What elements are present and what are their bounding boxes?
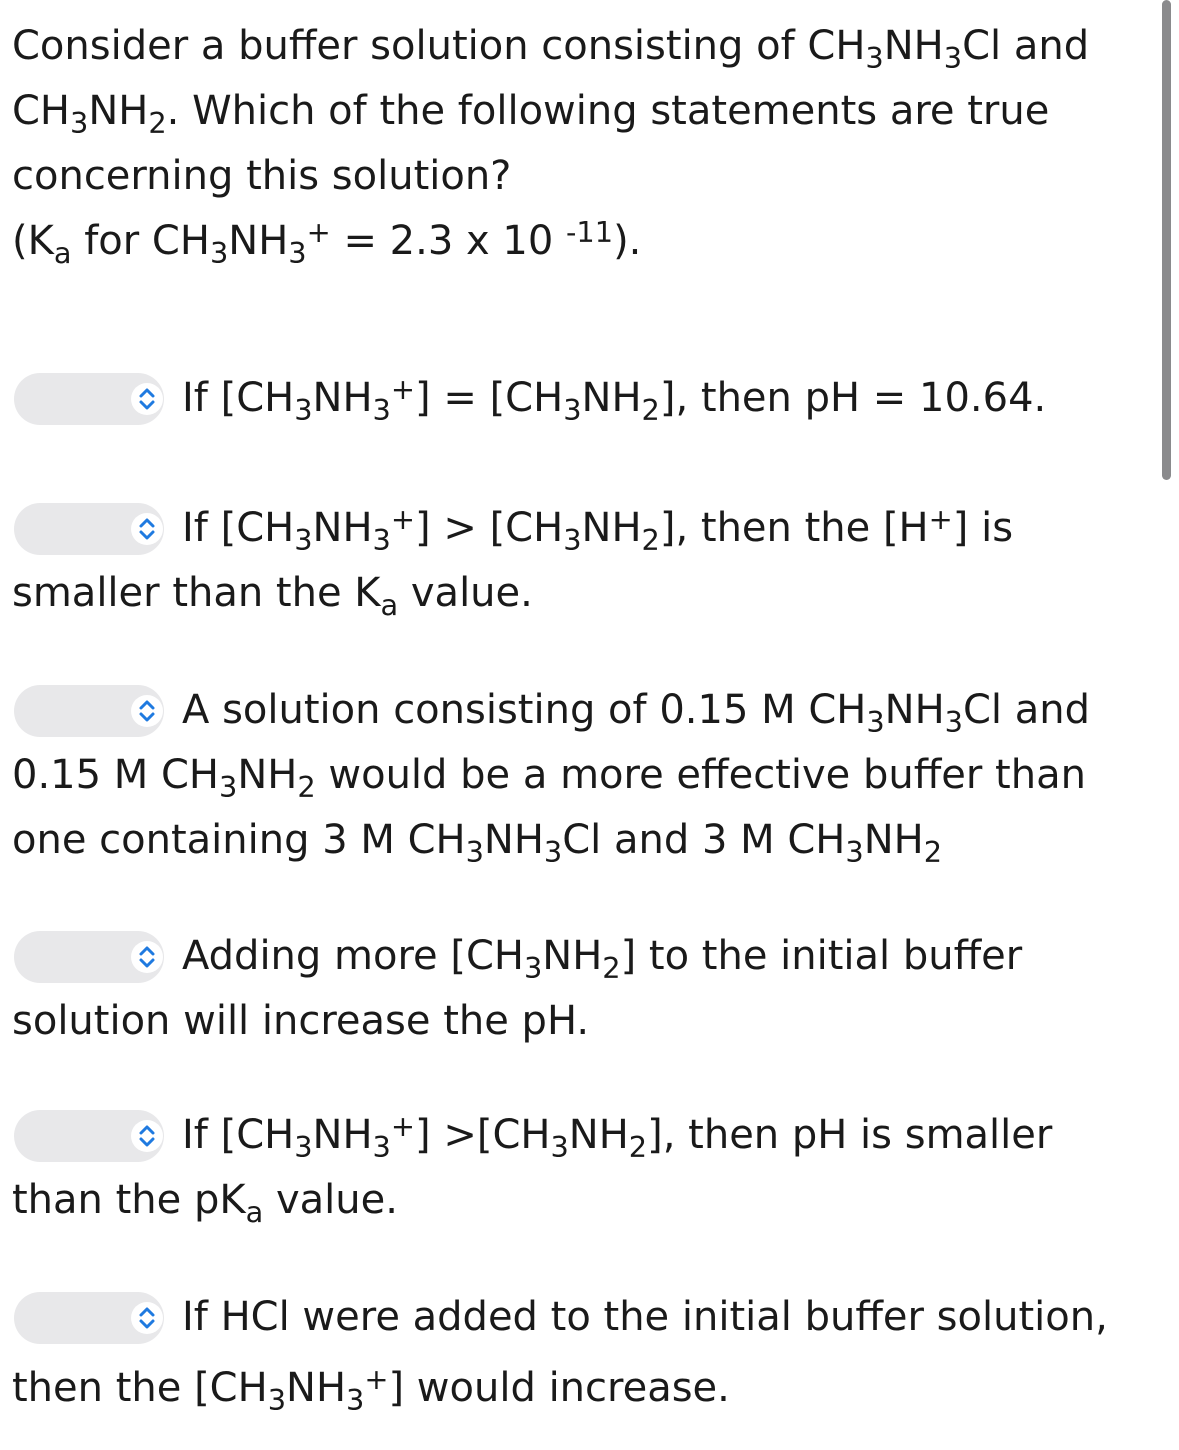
answer-select-3[interactable] — [14, 685, 164, 737]
statement-3-line-1: A solution consisting of 0.15 M $CH_3NH_3Cl$ and — [12, 678, 1142, 743]
answer-select-6[interactable] — [14, 1292, 164, 1344]
statement-2-line-1: If $[CH_3NH_3^+] > [CH_3NH_2]$, then the [H+] is — [12, 496, 1142, 561]
statement-item-1 — [12, 366, 1142, 431]
statement-item-3 — [12, 678, 1142, 873]
updown-chevron-icon — [130, 1119, 164, 1153]
question-line-1: Consider a buffer solution consisting of $CH_3NH_3Cl$ and — [12, 23, 1090, 76]
statement-4-line-2: solution will increase the pH. — [12, 998, 590, 1044]
updown-chevron-icon — [130, 1301, 164, 1335]
question-prompt — [12, 14, 1132, 274]
statement-6-line-2: then the $[CH_3NH_3^+]$ would increase. — [12, 1361, 730, 1418]
statement-3-line-2: 0.15 M $CH_3NH_2$ would be a more effective buffer than — [12, 752, 1086, 805]
updown-chevron-icon — [130, 940, 164, 974]
question-line-3: concerning this solution? — [12, 153, 512, 199]
statement-4-line-1: Adding more $[CH_3NH_2]$ to the initial buffer — [12, 924, 1142, 989]
statement-item-2 — [12, 496, 1142, 626]
statement-2-line-2: smaller than the $K_a$ value. — [12, 570, 533, 623]
vertical-scrollbar[interactable] — [1162, 0, 1171, 480]
statement-6-line-1: If HCl were added to the initial buffer solution, — [12, 1285, 1142, 1350]
answer-select-4[interactable] — [14, 931, 164, 983]
updown-chevron-icon — [130, 694, 164, 728]
answer-select-5[interactable] — [14, 1110, 164, 1162]
statement-5-line-1: If $[CH_3NH_3^+] >[CH_3NH_2]$, then pH is smaller — [12, 1103, 1142, 1168]
answer-select-2[interactable] — [14, 503, 164, 555]
statement-item-4 — [12, 924, 1142, 1054]
answer-select-1[interactable] — [14, 373, 164, 425]
question-line-2: $CH_3NH_2$. Which of the following statements are true — [12, 88, 1050, 141]
statement-item-5 — [12, 1103, 1142, 1233]
updown-chevron-icon — [130, 382, 164, 416]
updown-chevron-icon — [130, 512, 164, 546]
statement-item-6 — [12, 1285, 1142, 1421]
question-ka-line: ($K_a$ for $CH_3NH_3^+ = 2.3$ x 10 $^{-11}$). — [12, 214, 642, 271]
statement-3-line-3: one containing 3 M $CH_3NH_3Cl$ and 3 M $CH_3NH_2$ — [12, 817, 943, 870]
statement-5-line-2: than the $pK_a$ value. — [12, 1177, 398, 1230]
statement-1-line-1: If $[CH_3NH_3^+] = [CH_3NH_2]$, then pH = 10.64. — [12, 366, 1142, 431]
